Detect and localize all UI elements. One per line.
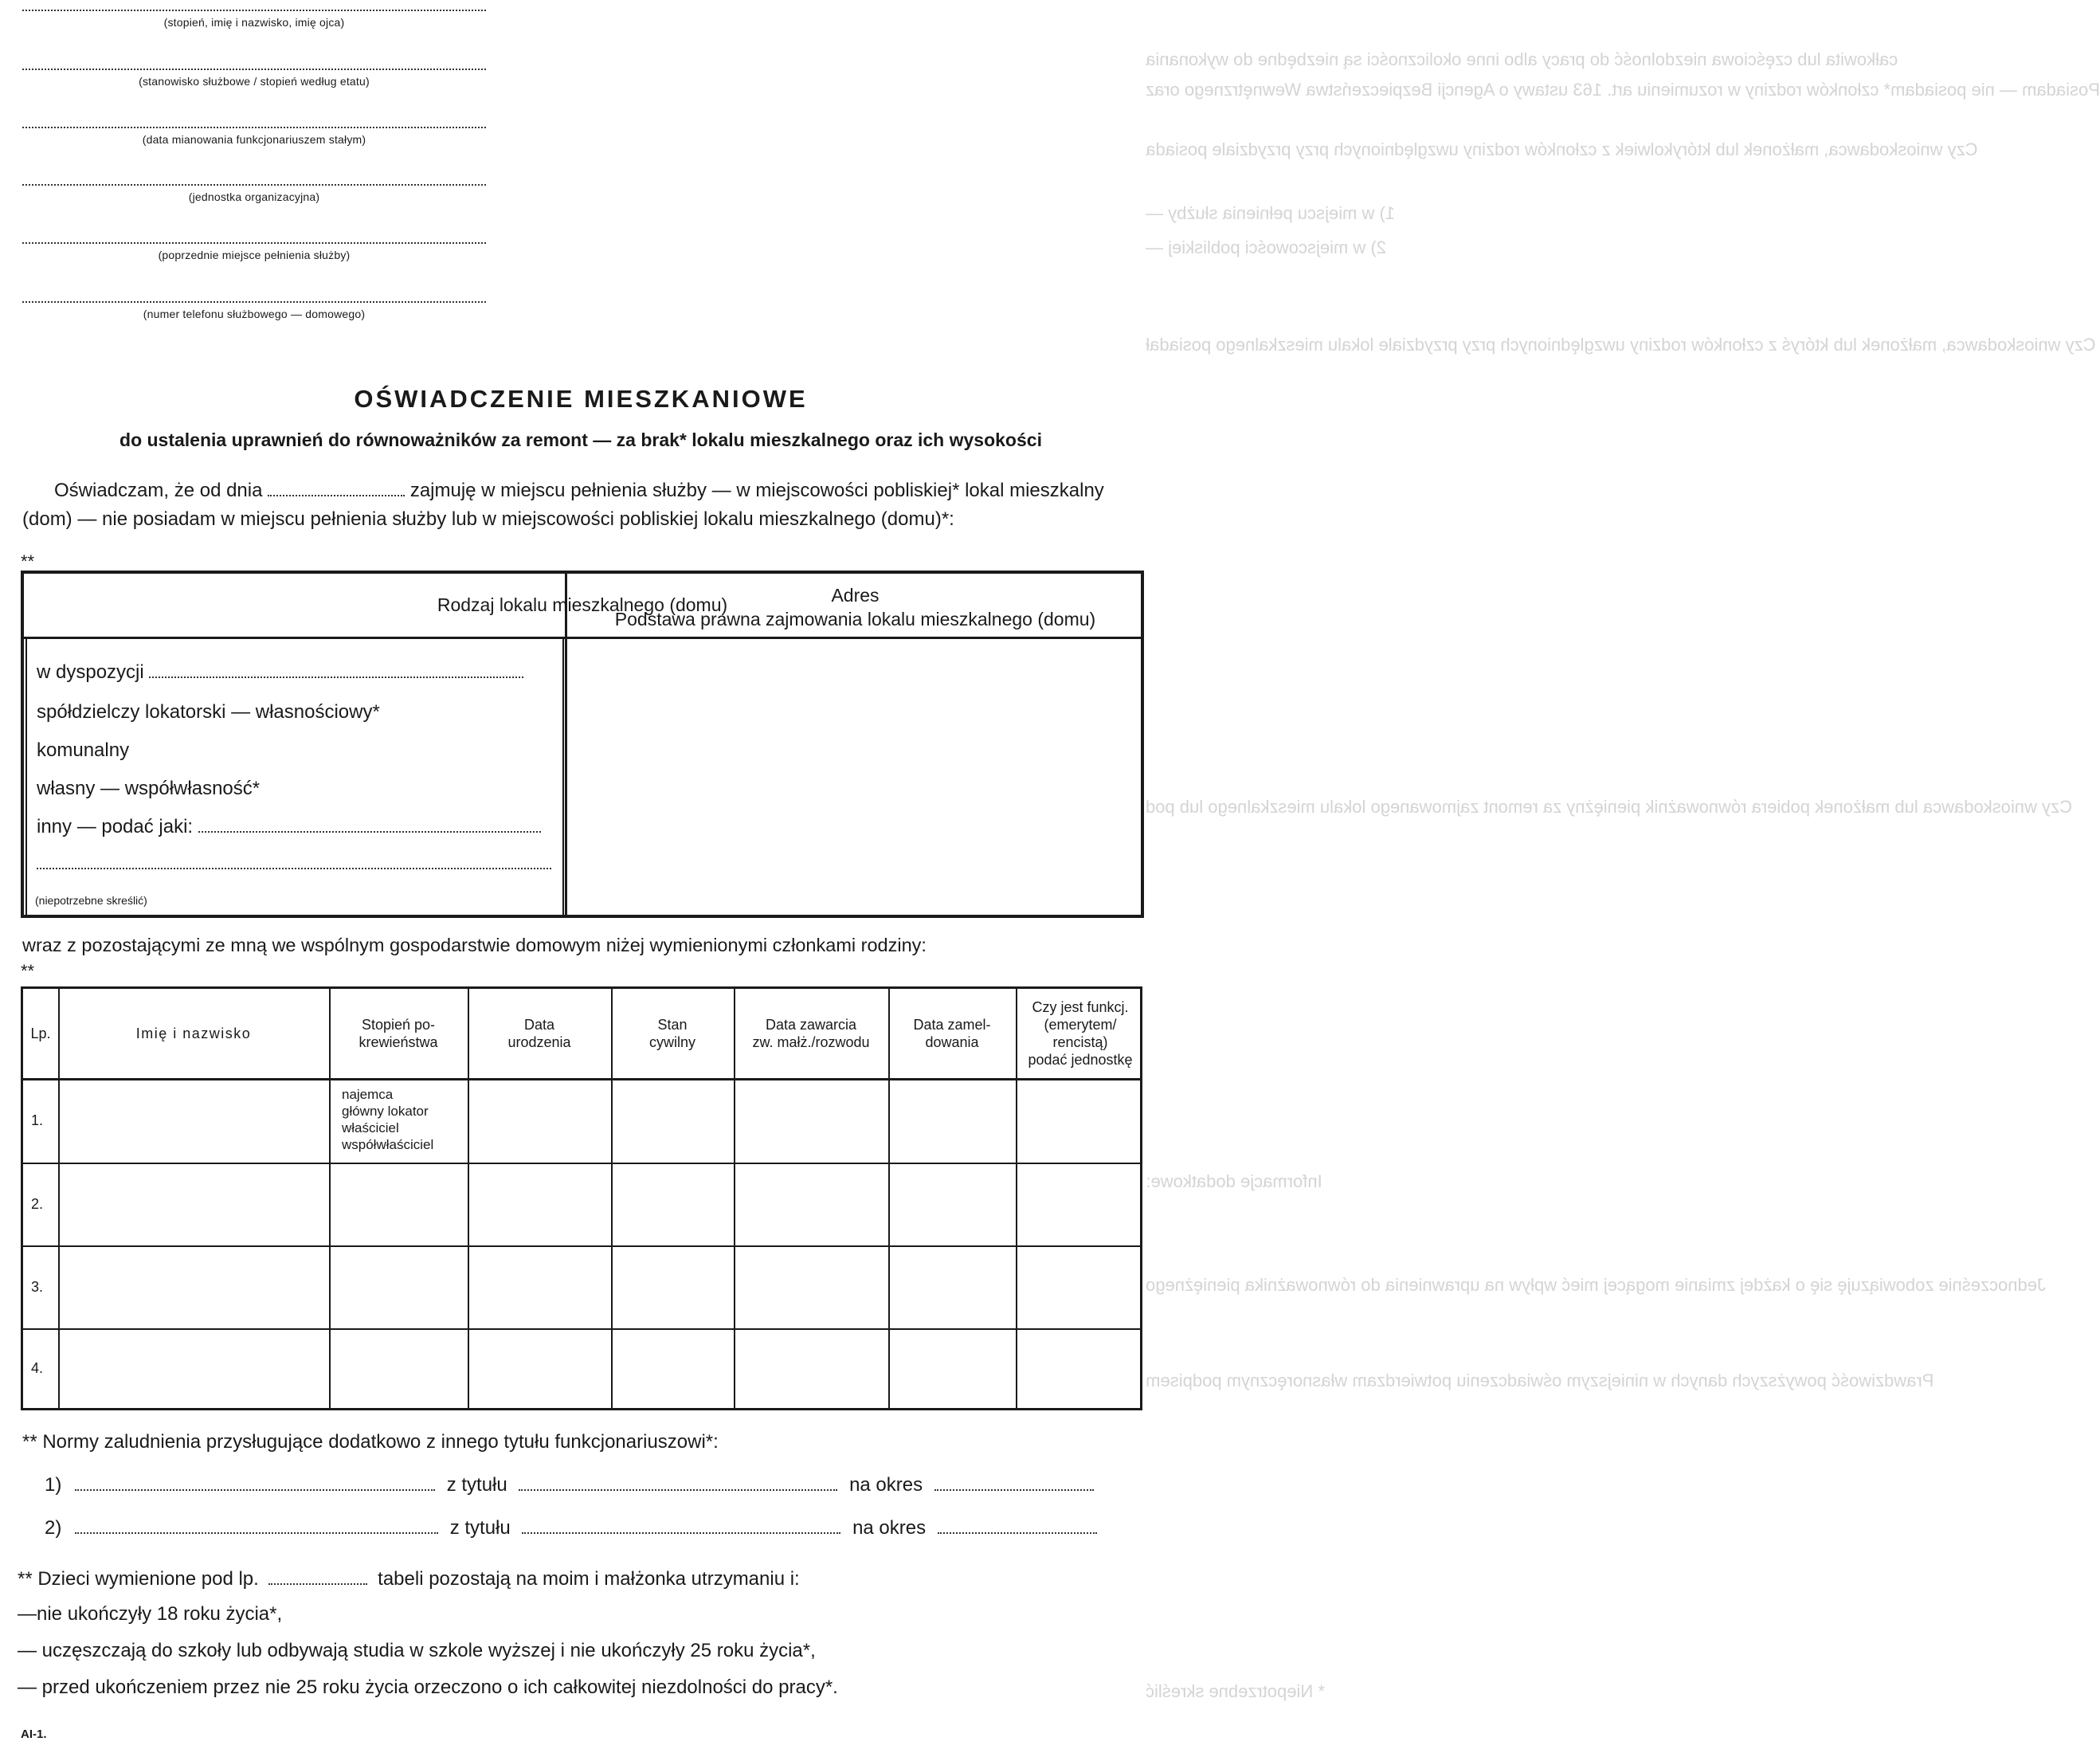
na-okres-label: na okres [852,1517,927,1539]
intro-paragraph [22,476,1146,534]
item-number: 2) [45,1517,62,1539]
not-needed-note: (niepotrzebne skreślić) [35,894,147,907]
field-caption: (numer telefonu służbowego — domowego) [143,308,366,320]
stars-marker: ** [21,551,35,571]
dotted-line [22,3,486,11]
bleed-through-text: Informacje dodatkowe: [1146,1171,1322,1191]
option-label: komunalny [37,739,130,761]
option-label: w dyspozycji [37,661,144,683]
header-birth-date: Data urodzenia [507,1017,571,1050]
children-line-1[interactable] [18,1568,800,1590]
header-field-position[interactable] [22,62,486,88]
children-line-2: —nie ukończyły 18 roku życia*, [18,1603,283,1625]
field-caption: (jednostka organizacyjna) [188,190,320,203]
dotted-line [22,295,486,303]
option-wlasny[interactable] [37,778,260,800]
page-title: OŚWIADCZENIE MIESZKANIOWE [354,385,808,413]
bleed-through-text: Czy wnioskodawca lub małżonek pobiera równoważnik pieniężny za remont zajmowanego lokalu mieszkalnego lub pod [1146,797,2072,817]
bleed-through-text: Posiadam — nie posiadam* członków rodziny w rozumieniu art. 163 ustawy o Agencji Bezpieczeństwa Wewnętrznego oraz [1146,80,2100,100]
header-field-appointment-date[interactable] [22,120,486,146]
family-intro: wraz z pozostającymi ze mną we wspólnym gospodarstwie domowym niżej wymienionymi członkami rodziny: [22,935,927,955]
bleed-through-text: Czy wnioskodawca, małżonek lub którykolwiek z członków rodziny uwzględnionych przy przydziale posiada [1146,139,1978,159]
header-field-unit[interactable] [22,178,486,203]
intro-part1: Oświadczam, że od dnia [54,480,263,501]
header-marriage-date: Data zawarcia zw. małż./rozwodu [752,1017,870,1050]
relation-option: właściciel [342,1120,399,1135]
relation-option: najemca [342,1087,394,1102]
date-field[interactable] [268,482,405,496]
header-relation: Stopień po- krewieństwa [358,1017,438,1050]
bleed-through-text: Jednocześnie zobowiązuję się o każdej zmianie mogącej mieć wpływ na uprawnienia do równoważnika pieniężnego [1146,1275,2046,1295]
header-officer-status: Czy jest funkcj. (emerytem/ rencistą) podać jednostkę [1028,999,1133,1068]
norms-heading: ** Normy zaludnienia przysługujące dodatkowo z innego tytułu funkcjonariuszowi*: [22,1431,719,1453]
form-code: AI-1. [21,1728,47,1741]
dotted-line [522,1521,840,1534]
page-subtitle: do ustalenia uprawnień do równoważników za remont — za brak* lokalu mieszkalnego oraz ich wysokości [119,429,1042,450]
row-number: 4. [31,1360,44,1376]
na-okres-label: na okres [849,1474,923,1496]
option-spoldzielczy[interactable] [37,701,380,724]
row-divider [23,1328,1140,1330]
stars-marker: ** [21,961,35,981]
row-divider [23,1245,1140,1247]
children-text: tabeli pozostają na moim i małżonka utrzymaniu i: [378,1568,800,1590]
row-divider [23,1163,1140,1164]
dotted-line [198,820,541,833]
dotted-line [22,178,486,186]
bleed-through-text: całkowita lub częściowa niezdolność do pracy albo inne okoliczności są niezbędne do wykonania [1146,49,1898,69]
children-text: ** Dzieci wymienione pod lp. [18,1568,259,1590]
field-caption: (poprzednie miejsce pełnienia służby) [158,249,351,261]
bleed-through-text: 1) w miejscu pełnienia służby — [1146,203,1396,223]
header-divider [23,1078,1140,1080]
field-caption: (data mianowania funkcjonariuszem stałym) [142,133,366,146]
field-caption: (stopień, imię i nazwisko, imię ojca) [163,16,345,29]
norms-item-1[interactable] [45,1474,1094,1496]
row-number: 2. [31,1196,44,1212]
dotted-line [22,120,486,128]
relation-option: współwłaściciel [342,1137,434,1152]
dotted-line [37,857,551,869]
dotted-line [934,1478,1094,1491]
bleed-through-text: Prawdziwość powyższych danych w niniejszym oświadczeniu potwierdzam własnoręcznym podpisem [1146,1371,1934,1390]
option-komunalny[interactable] [37,739,129,762]
option-label: spółdzielczy lokatorski — własnościowy* [37,701,380,723]
row-number: 1. [31,1112,44,1128]
housing-type-table [21,571,1144,918]
intro-part2: zajmuję w miejscu pełnienia służby — w miejscowości pobliskiej* lokal mieszkalny (dom) — nie posiadam w miejscu pełnienia służby lub w miejscowości pobliskiej lokalu mieszkalnego (domu)*: [22,480,1104,530]
address-header-line2: Podstawa prawna zajmowania lokalu mieszkalnego (domu) [614,609,1096,629]
address-header [570,574,1141,639]
header-field-name[interactable] [22,3,486,29]
family-members-table [21,986,1142,1410]
z-tytulu-label: z tytułu [449,1517,511,1539]
option-label: inny — podać jaki: [37,816,194,837]
option-extra-line[interactable] [37,853,551,875]
address-header-line1: Adres [831,585,880,606]
header-field-phone[interactable] [22,295,486,320]
item-number: 1) [45,1474,62,1496]
bleed-through-text: * Niepotrzebne skreślić [1146,1681,1325,1701]
children-line-3: — uczęszczają do szkoły lub odbywają studia w szkole wyższej i nie ukończyły 25 roku życia*, [18,1640,816,1661]
dotted-line [149,665,523,678]
children-line-4: — przed ukończeniem przez nie 25 roku życia orzeczono o ich całkowitej niezdolności do pracy*. [18,1677,838,1698]
relation-options [342,1086,433,1153]
bleed-through-text: 2) w miejscowości pobliskiej — [1146,237,1386,257]
option-w-dyspozycji[interactable] [37,661,523,684]
field-caption: (stanowisko służbowe / stopień według etatu) [139,75,370,88]
option-inny[interactable] [37,816,541,838]
header-registration-date: Data zamel- dowania [913,1017,991,1050]
relation-option: główny lokator [342,1104,429,1119]
dotted-line [938,1521,1097,1534]
header-marital-status: Stan cywilny [648,1017,695,1050]
header-field-previous-place[interactable] [22,236,486,261]
dotted-line [75,1478,435,1491]
header-name: Imię i nazwisko [135,1026,252,1041]
dotted-line [22,236,486,244]
row-number: 3. [31,1279,44,1295]
dotted-line [22,62,486,70]
bleed-through-text: Czy wnioskodawca, małżonek lub któryś z członków rodziny uwzględnionych przy przydziale lokalu mieszkalnego posiadał [1146,335,2096,355]
housing-type-header: Rodzaj lokalu mieszkalnego (domu) [24,574,1141,639]
dotted-line [75,1521,438,1534]
dotted-line [268,1572,367,1585]
option-label: własny — współwłasność* [37,778,261,799]
dotted-line [519,1478,837,1491]
header-lp: Lp. [30,1026,51,1041]
norms-item-2[interactable] [45,1517,1097,1539]
z-tytulu-label: z tytułu [446,1474,507,1496]
